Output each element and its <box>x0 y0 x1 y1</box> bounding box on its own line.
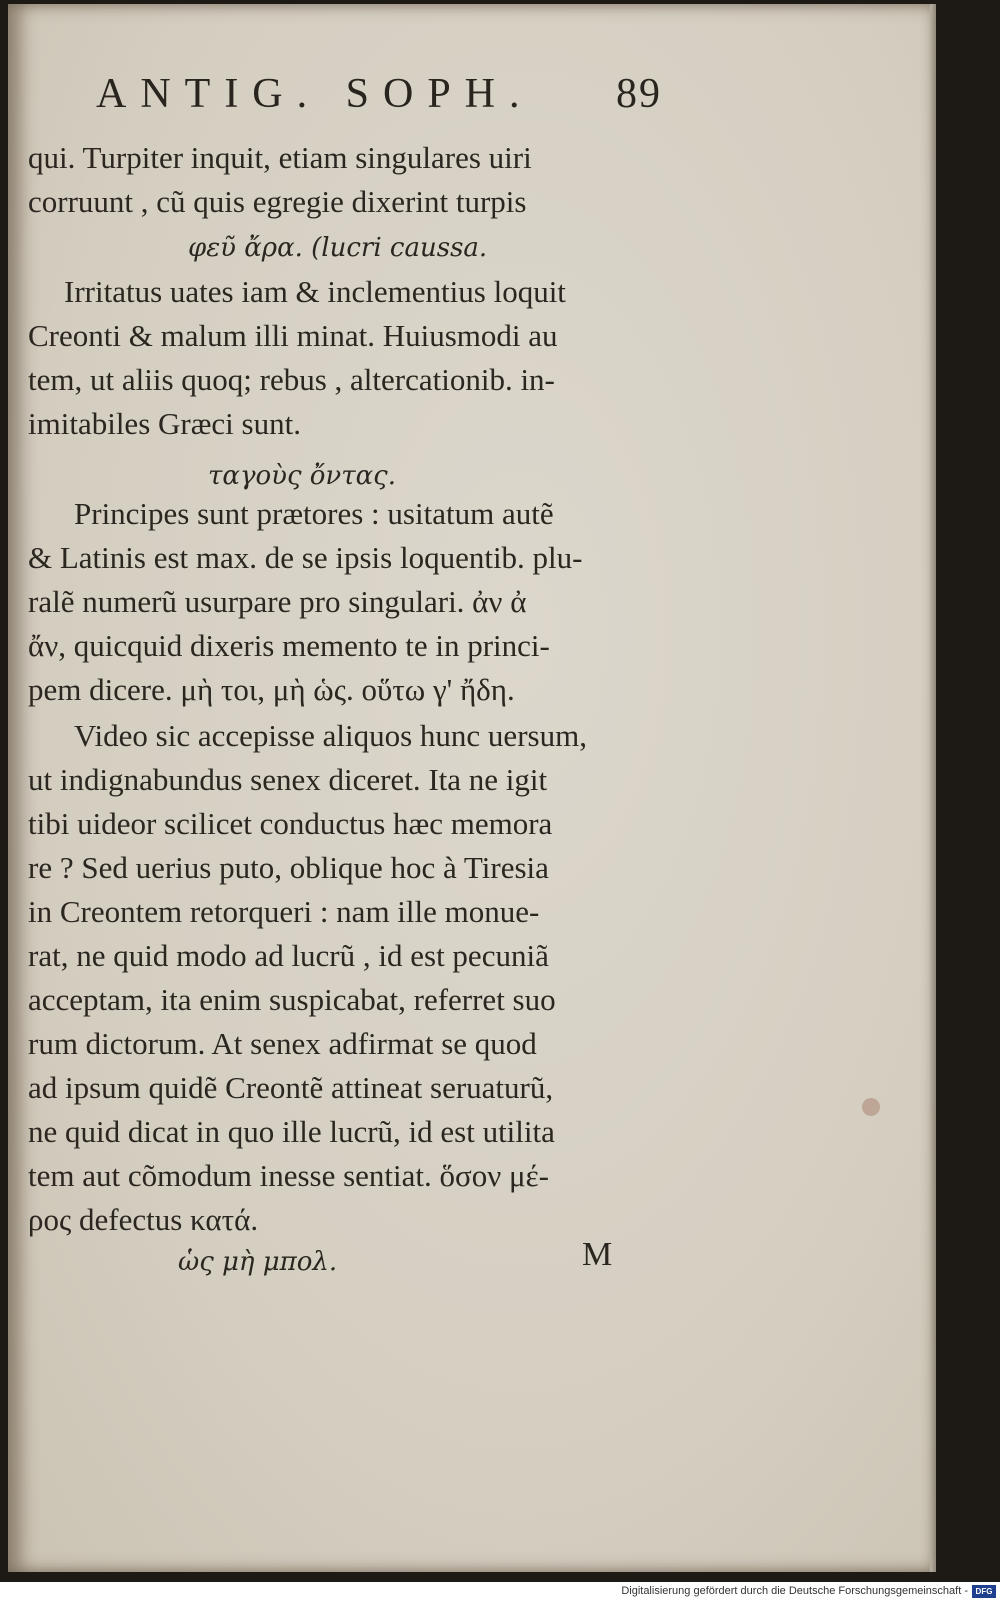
text-line: Video sic accepisse aliquos hunc uersum, <box>74 718 587 753</box>
text-line: ut indignabundus senex diceret. Ita ne igit <box>28 762 548 797</box>
text-line: ὡς μὴ μπολ. <box>178 1247 338 1277</box>
text-line: φεῦ ἄρα. (lucri caussa. <box>188 233 488 263</box>
page-number: 89 <box>616 71 662 117</box>
text-line: ταγοὺς ὄντας. <box>208 461 396 491</box>
text-line: acceptam, ita enim suspicabat, referret suo <box>28 982 556 1017</box>
text-line: tem aut cõmodum inesse sentiat. ὅσον μέ- <box>28 1158 549 1193</box>
text-line: qui. Turpiter inquit, etiam singulares uiri <box>28 140 532 175</box>
text-line: Creonti & malum illi minat. Huiusmodi au <box>28 318 558 353</box>
running-head <box>96 70 696 130</box>
text-line: & Latinis est max. de se ipsis loquentib. plu- <box>28 540 583 575</box>
text-line: Principes sunt prætores : usitatum autẽ <box>74 496 554 531</box>
text-line: re ? Sed uerius puto, oblique hoc à Tiresia <box>28 850 549 885</box>
text-line: rum dictorum. At senex adfirmat se quod <box>28 1026 537 1061</box>
text-line: corruunt , cũ quis egregie dixerint turpis <box>28 184 527 219</box>
text-line: Irritatus uates iam & inclementius loquit <box>64 274 566 309</box>
page-edge <box>930 4 936 1572</box>
paper-stain <box>862 1098 880 1116</box>
text-line: ralẽ numerũ usurpare pro singulari. ἀν ἀ <box>28 584 527 619</box>
text-line: imitabiles Græci sunt. <box>28 406 301 441</box>
text-line: pem dicere. μὴ τοι, μὴ ὡς. οὕτω γ' ἤδη. <box>28 672 515 707</box>
text-line: ad ipsum quidẽ Creontẽ attineat seruaturũ, <box>28 1070 554 1105</box>
text-line: tibi uideor scilicet conductus hæc memora <box>28 806 553 841</box>
signature-mark: M <box>582 1236 613 1273</box>
dfg-logo-icon: DFG <box>972 1585 996 1598</box>
footer-text: Digitalisierung gefördert durch die Deutsche Forschungsgemeinschaft - <box>621 1585 968 1597</box>
running-head-title: ANTIG. SOPH. <box>96 71 534 117</box>
text-line: in Creontem retorqueri : nam ille monue- <box>28 894 540 929</box>
digitization-footer <box>0 1582 1000 1601</box>
text-line: rat, ne quid modo ad lucrũ , id est pecuniã <box>28 938 549 973</box>
text-line: ne quid dicat in quo ille lucrũ, id est utilita <box>28 1114 555 1149</box>
text-line: ἄν, quicquid dixeris memento te in princi- <box>28 628 550 663</box>
text-line: ρος defectus κατά. <box>28 1202 259 1237</box>
text-line: tem, ut aliis quoq; rebus , altercationib. in- <box>28 362 555 397</box>
